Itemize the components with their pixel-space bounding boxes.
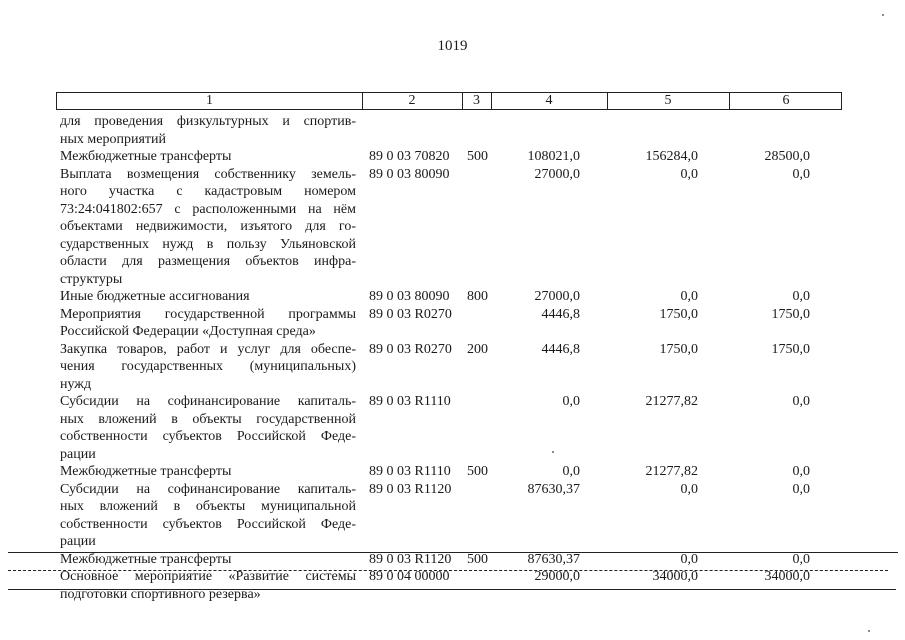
- row-value-2020: 21277,82: [645, 464, 698, 479]
- description-line: Субсидии на софинансирование капиталь-: [60, 394, 356, 409]
- row-code: 89 0 03 R1120: [369, 551, 452, 567]
- row-value-2020: 0,0: [680, 289, 698, 304]
- row-value-2019: 0,0: [562, 464, 580, 479]
- row-value-2021: 0,0: [792, 394, 810, 409]
- row-value-2019: 27000,0: [534, 166, 580, 182]
- row-expense-type: 500: [467, 551, 488, 567]
- description-line: ных мероприятий: [60, 131, 166, 147]
- table-header: [56, 92, 842, 110]
- description-line: подготовки спортивного резерва»: [60, 586, 261, 602]
- description-line: нужд: [60, 376, 92, 392]
- header-col-5: 5: [664, 93, 672, 108]
- description-line: ных вложений в объекты муниципальной: [60, 499, 356, 514]
- row-code: 89 0 03 R1110: [369, 464, 451, 479]
- description-line: Межбюджетные трансферты: [60, 551, 232, 567]
- row-expense-type: 500: [467, 149, 488, 164]
- row-value-2021: 0,0: [792, 481, 810, 497]
- scan-speck: [868, 630, 870, 632]
- header-col-3: 3: [473, 93, 480, 108]
- description-line: 73:24:041802:657 с расположенными на нём: [60, 201, 356, 217]
- description-line: Выплата возмещения собственнику земель-: [60, 166, 356, 182]
- header-col-1: 1: [206, 93, 213, 108]
- header-col-6: 6: [782, 93, 790, 108]
- description-line: ных вложений в объекты государственной: [60, 411, 356, 427]
- description-line: чения государственных (муниципальных): [60, 359, 356, 374]
- row-value-2021: 28500,0: [764, 149, 810, 164]
- row-value-2019: 0,0: [562, 394, 580, 409]
- row-code: 89 0 03 R1120: [369, 481, 452, 497]
- row-description: [60, 306, 356, 341]
- description-line: Субсидии на софинансирование капиталь-: [60, 481, 356, 497]
- row-description: [60, 166, 356, 289]
- description-line: сударственных нужд в пользу Ульяновской: [60, 236, 356, 252]
- description-line: Иные бюджетные ассигнования: [60, 289, 250, 304]
- description-line: рации: [60, 534, 96, 549]
- row-value-2019: 4446,8: [541, 341, 580, 357]
- row-expense-type: 500: [467, 464, 488, 479]
- row-value-2021: 1750,0: [771, 341, 810, 357]
- row-value-2021: 34000,0: [764, 569, 810, 584]
- row-value-2019: 27000,0: [534, 289, 580, 304]
- row-description: [60, 288, 356, 306]
- row-value-2021: 0,0: [792, 166, 810, 182]
- row-description: [60, 463, 356, 481]
- row-code: 89 0 03 R0270: [369, 306, 452, 322]
- row-value-2020: 0,0: [680, 551, 698, 567]
- strike-line: [8, 552, 898, 553]
- description-line: Межбюджетные трансферты: [60, 149, 232, 164]
- row-description: [60, 481, 356, 551]
- description-line: Межбюджетные трансферты: [60, 464, 232, 479]
- description-line: структуры: [60, 271, 123, 287]
- row-value-2020: 156284,0: [645, 149, 698, 164]
- strike-line: [8, 589, 896, 590]
- row-value-2020: 0,0: [680, 481, 698, 497]
- row-value-2020: 21277,82: [645, 394, 698, 409]
- row-value-2021: 0,0: [792, 551, 810, 567]
- row-value-2021: 0,0: [792, 464, 810, 479]
- description-line: для проведения физкультурных и спортив-: [60, 114, 356, 129]
- scan-speck: [882, 14, 884, 16]
- row-description: [60, 393, 356, 463]
- row-description: [60, 551, 356, 569]
- row-description: [60, 341, 356, 394]
- row-expense-type: 200: [467, 341, 488, 357]
- row-description: [60, 113, 356, 148]
- row-value-2021: 1750,0: [771, 306, 810, 322]
- row-value-2020: 1750,0: [659, 306, 698, 322]
- row-value-2019: 87630,37: [527, 551, 580, 567]
- description-line: собственности субъектов Российской Феде-: [60, 516, 356, 532]
- description-line: объектами недвижимости, изъятого для го-: [60, 219, 356, 234]
- description-line: ного участка с кадастровым номером: [60, 184, 356, 199]
- row-value-2020: 34000,0: [652, 569, 698, 584]
- row-value-2019: 29000,0: [534, 569, 580, 584]
- header-col-2: 2: [408, 93, 416, 108]
- description-line: Основное мероприятие «Развитие системы: [60, 569, 356, 584]
- row-value-2019: 4446,8: [541, 306, 580, 322]
- row-code: 89 0 03 80090: [369, 166, 450, 182]
- description-line: Закупка товаров, работ и услуг для обеспе-: [60, 341, 356, 357]
- row-expense-type: 800: [467, 289, 488, 304]
- row-code: 89 0 04 00000: [369, 569, 450, 584]
- description-line: собственности субъектов Российской Феде-: [60, 429, 356, 444]
- row-value-2020: 0,0: [680, 166, 698, 182]
- row-value-2019: 87630,37: [527, 481, 580, 497]
- row-code: 89 0 03 80090: [369, 289, 450, 304]
- header-col-4: 4: [545, 93, 553, 108]
- description-line: Российской Федерации «Доступная среда»: [60, 324, 316, 339]
- dashed-rule: [8, 570, 888, 571]
- scan-speck: [552, 451, 554, 453]
- row-value-2019: 108021,0: [527, 149, 580, 164]
- row-description: [60, 148, 356, 166]
- description-line: рации: [60, 446, 96, 462]
- row-value-2021: 0,0: [792, 289, 810, 304]
- description-line: области для размещения объектов инфра-: [60, 254, 356, 269]
- row-code: 89 0 03 R1110: [369, 394, 451, 409]
- row-value-2020: 1750,0: [659, 341, 698, 357]
- row-code: 89 0 03 R0270: [369, 341, 452, 357]
- row-code: 89 0 03 70820: [369, 149, 450, 164]
- page-number: 1019: [437, 38, 468, 54]
- row-description: [60, 568, 356, 603]
- description-line: Мероприятия государственной программы: [60, 306, 356, 322]
